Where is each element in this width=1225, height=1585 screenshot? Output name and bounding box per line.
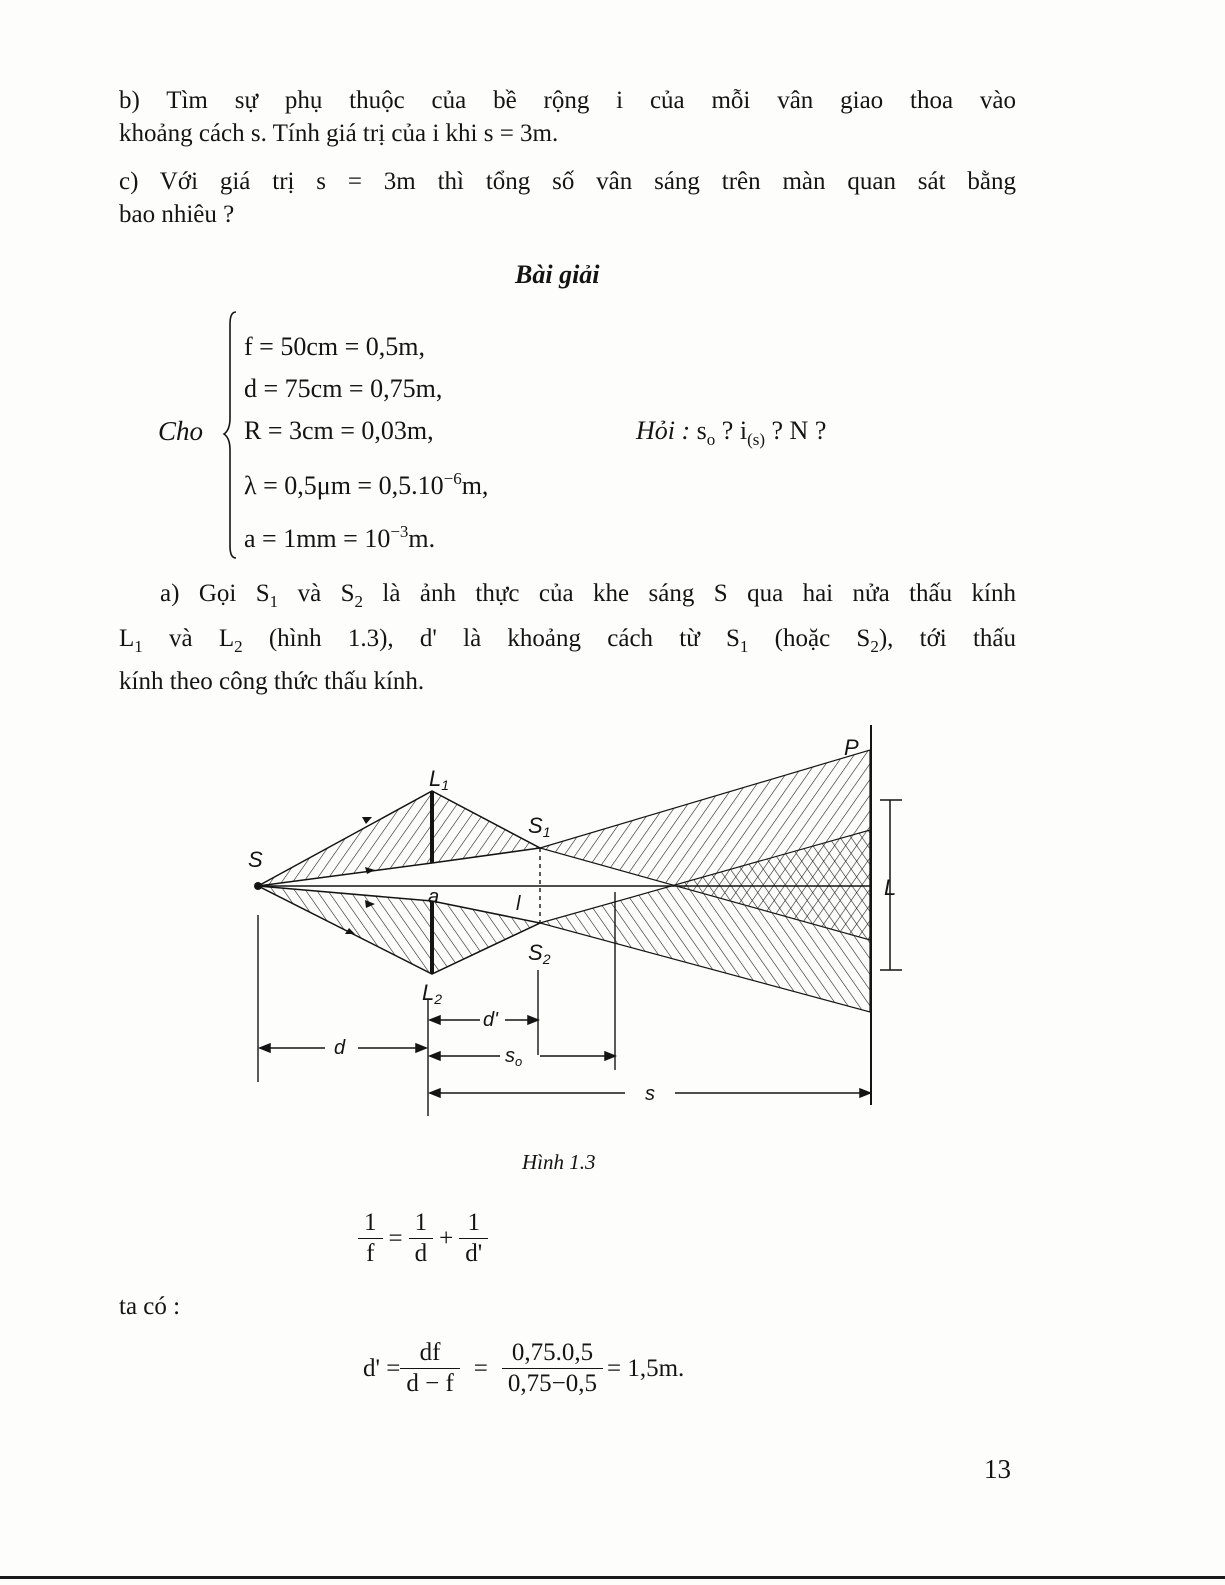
figure-caption: Hình 1.3 [522, 1150, 596, 1174]
part-a-line-3: kính theo công thức thấu kính. [119, 668, 425, 695]
bottom-scan-edge [0, 1576, 1225, 1579]
ta-co-label: ta có : [119, 1293, 181, 1320]
given-brace [222, 310, 244, 560]
question-c-line-1: c) Với giá trị s = 3m thì tổng số vân sáng trên màn quan sát bằng [119, 168, 1016, 195]
given-item-R: R = 3cm = 0,03m, [244, 416, 434, 445]
label-L2: L2 [422, 980, 443, 1007]
label-s-o: $s_o$ [505, 1045, 523, 1069]
lens-formula: $\frac{1}{f}$ = $\frac{1}{d}$ + $\frac{1}{d'}$ [358, 1208, 488, 1269]
question-b-line-2: khoảng cách s. Tính giá trị của i khi s = 3m. [119, 120, 559, 147]
result-formula: d' = $\frac{df}{d - f}$ = $\frac{0,75.0,5}{0,75-0,5}$ = 1,5m. [363, 1339, 685, 1397]
question-b-line-1: b) Tìm sự phụ thuộc của bề rộng i của mỗi vân giao thoa vào [119, 87, 1016, 114]
ask-label: Hỏi : [636, 416, 691, 445]
given-item-d: d = 75cm = 0,75m, [244, 374, 443, 403]
label-a: a [428, 886, 440, 908]
ask-block: Hỏi : $s_o$ ? $i_{(s)}$ ? N ? [636, 416, 827, 449]
page-number: 13 [984, 1454, 1011, 1484]
given-label: Cho [158, 416, 204, 446]
part-a-line-2: $L_1$ và $L_2$ (hình 1.3), d' là khoảng cách từ $S_1$ (hoặc $S_2$), tới thấu [119, 625, 1017, 656]
question-c-line-2: bao nhiêu ? [119, 201, 235, 228]
label-S1: S1 [528, 813, 551, 840]
label-d: d [334, 1037, 346, 1059]
given-item-lambda: $\lambda = 0,5\mu m = 0,5.10^{-6}m$, [244, 469, 489, 500]
source-point [254, 882, 262, 890]
interference-diagram [230, 720, 930, 1120]
label-l: l [516, 893, 521, 915]
part-a-line-1: a) Gọi $S_1$ và $S_2$ là ảnh thực của khe sáng S qua hai nửa thấu kính [160, 580, 1016, 611]
label-s: s [645, 1083, 655, 1105]
given-item-a: $a = 1mm = 10^{-3}m$. [244, 522, 436, 553]
label-L: L [884, 875, 897, 900]
lower-beam-cone [258, 886, 540, 974]
label-S: S [248, 847, 263, 872]
upper-beam-cone [258, 791, 540, 886]
label-S2: S2 [528, 940, 551, 967]
label-P: P [844, 735, 859, 760]
given-item-f: f = 50cm = 0,5m, [244, 332, 425, 361]
solution-heading: Bài giải [515, 260, 600, 289]
label-d-prime: d' [483, 1009, 498, 1031]
label-L1: L1 [429, 766, 450, 793]
